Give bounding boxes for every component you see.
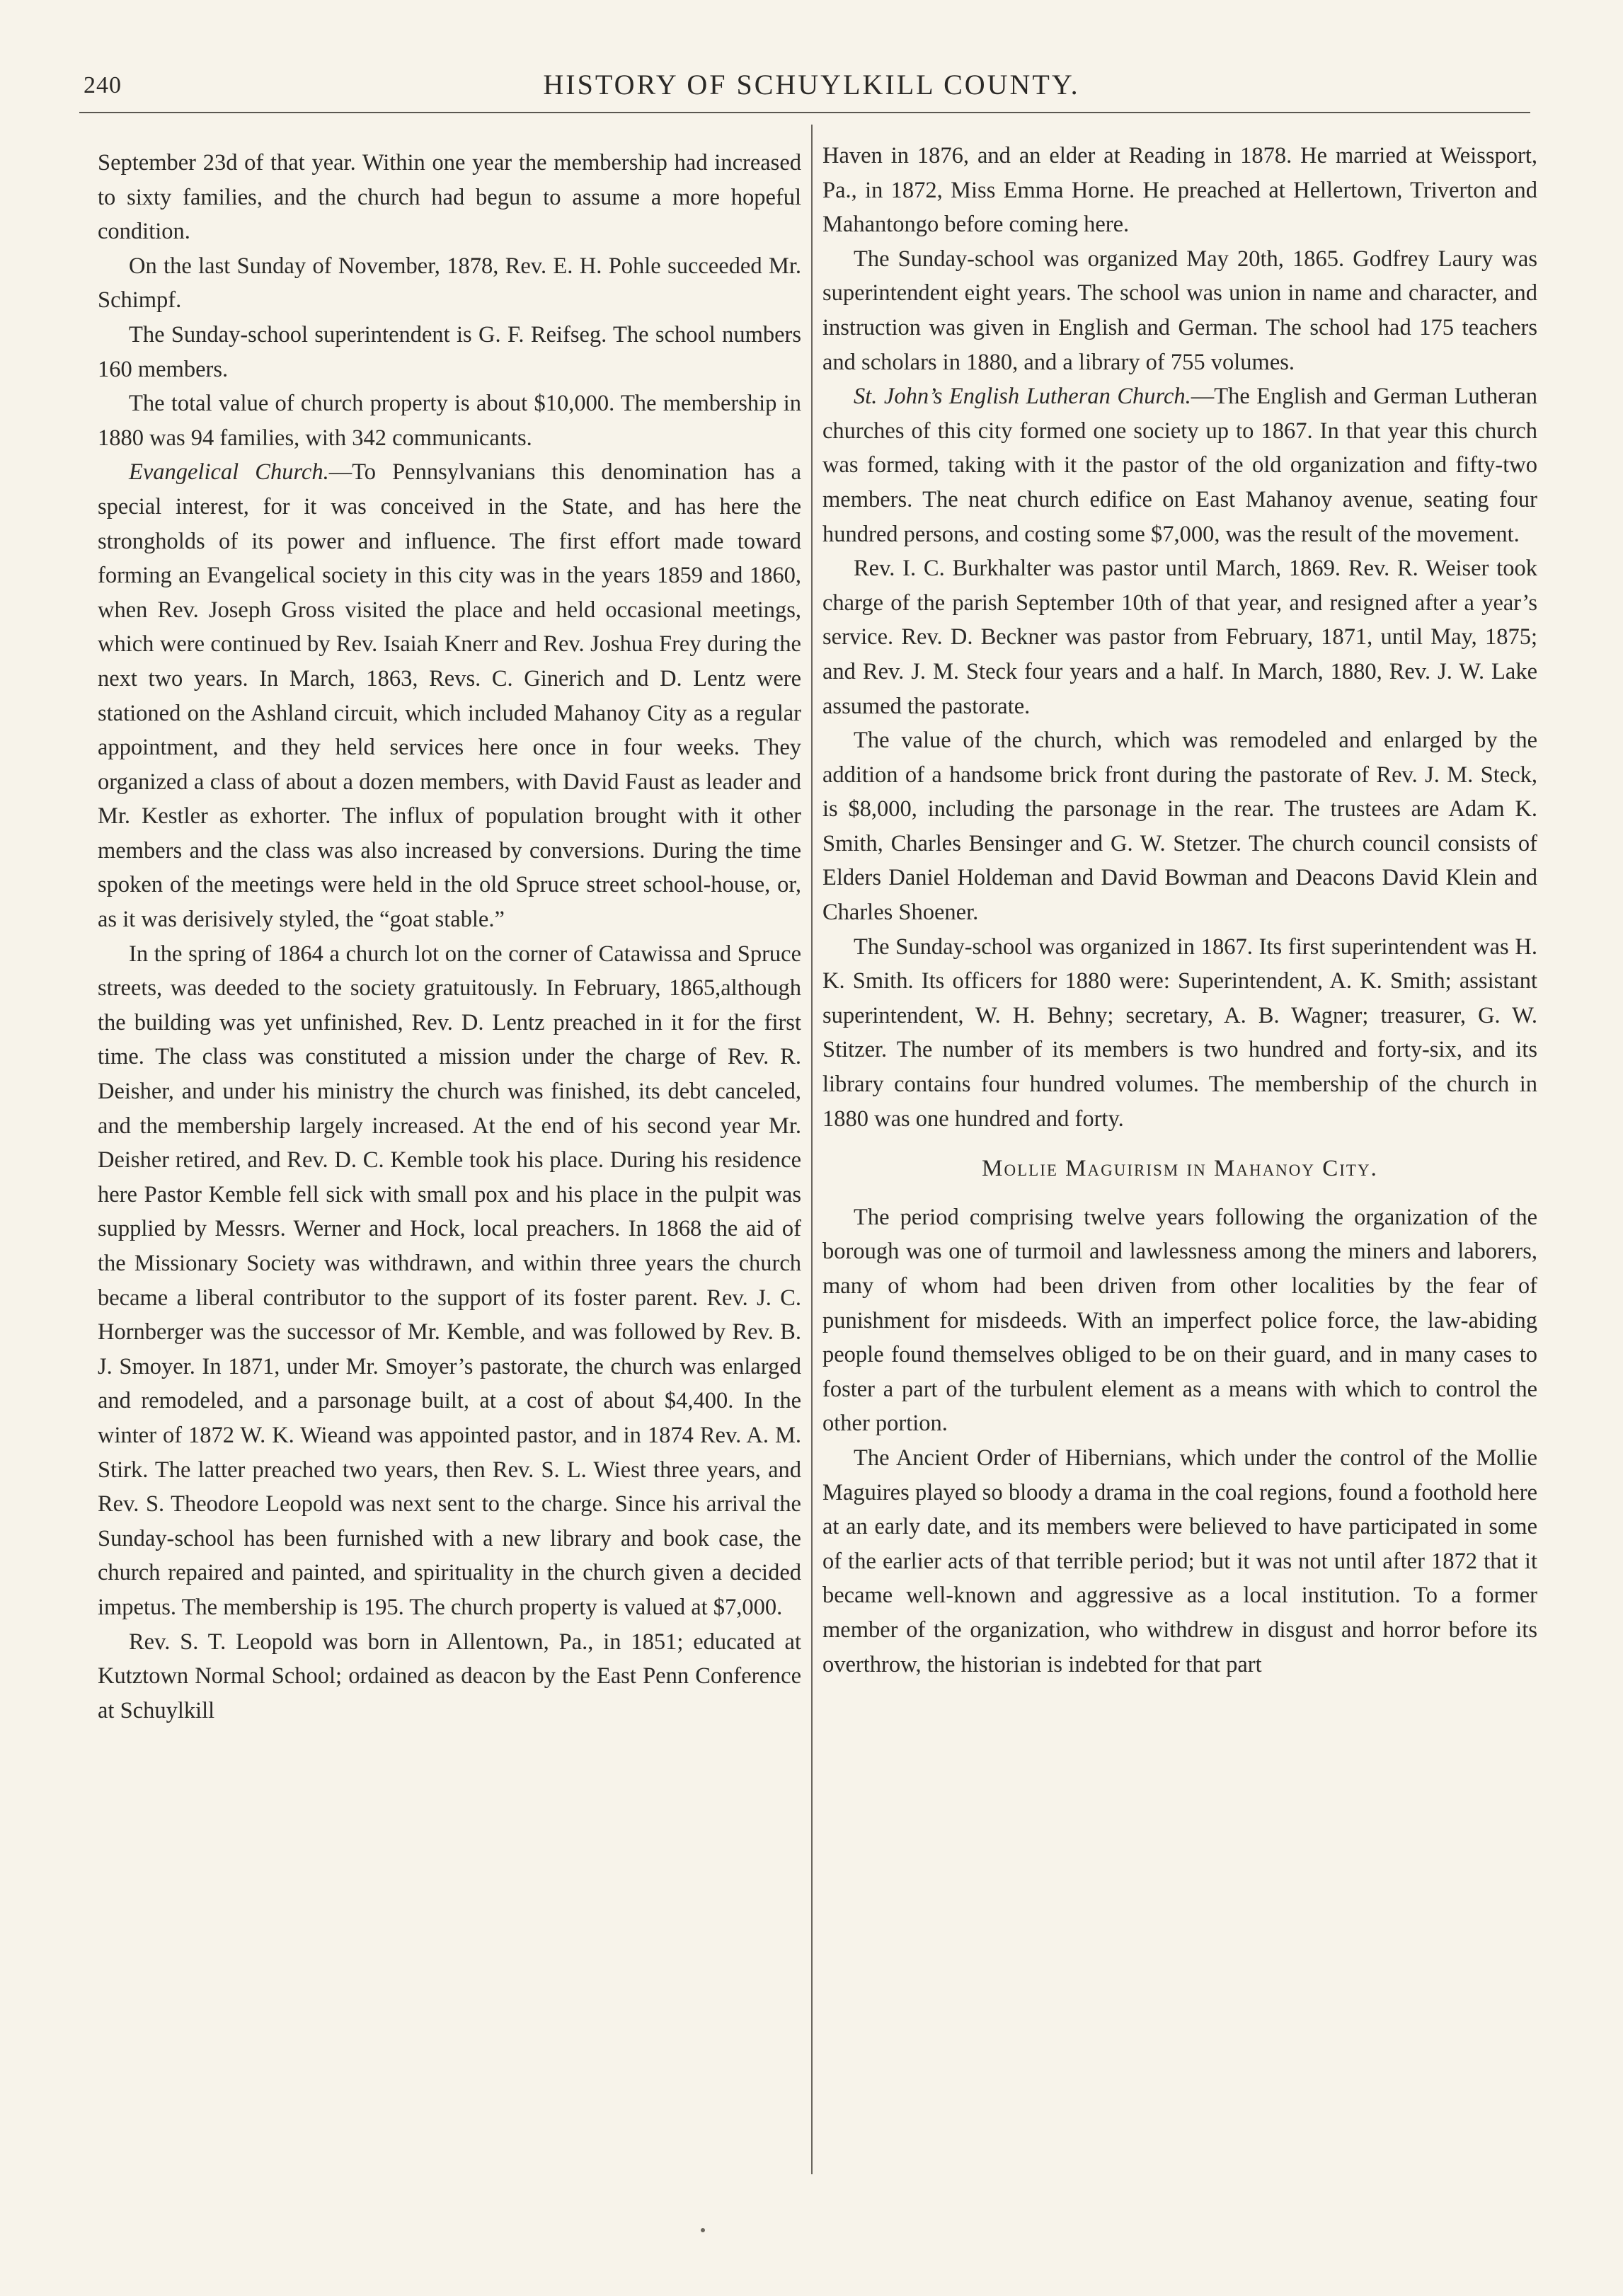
paragraph: The Ancient Order of Hibernians, which under the control of the Mollie Maguires played so bloody a drama in the coal regions, found a foothold here at an early date, and its members were believed to have participated in some of the earlier acts of that terrible period; but it was not until after 1872 that it became well-known and aggressive as a local institution. To a former member of the organization, who withdrew in disgust and horror before its overthrow, the historian is indebted for that part bbox=[822, 1445, 1537, 1677]
paragraph: Rev. S. T. Leopold was born in Allentown, Pa., in 1851; educated at Kutztown Normal School; ordained as deacon by the East Penn Conference at Schuylkill bbox=[98, 1629, 801, 1723]
paragraph bbox=[822, 379, 1537, 551]
paragraph: The period comprising twelve years following the organization of the borough was one of turmoil and lawlessness among the miners and laborers, many of whom had been driven from other localities by the fear of punishment for misdeeds. With an imperfect police force, the law-abiding people found themselves obliged to be on their guard, and in many cases to foster a part of the turbulent element as a means with which to control the other portion. bbox=[822, 1204, 1537, 1437]
section-heading: Mollie Maguirism in Mahanoy City. bbox=[982, 1156, 1378, 1182]
paragraph-body: —The English and German Lutheran churches of this city formed one society up to 1867. In that year this church was formed, taking with it the pastor of the old organization and fifty-two members. The neat church edifice on East Mahanoy avenue, seating four hundred persons, and costing some $7,000, was the result of the movement. bbox=[822, 384, 1537, 547]
left-column bbox=[98, 146, 801, 1728]
header-rule bbox=[79, 112, 1530, 113]
paragraph-body: —To Pennsylvanians this denomination has a special interest, for it was conceived in the State, and has here the strongholds of its power and influence. The first effort made toward forming an Evangelical society in this city was in the years 1859 and 1860, when Rev. Joseph Gross visited the place and held occasional meetings, which were continued by Rev. Isaiah Knerr and Rev. Joshua Frey during the next two years. In March, 1863, Revs. C. Ginerich and D. Lentz were stationed on the Ashland circuit, which included Mahanoy City as a regular appointment, and they held services here once in four weeks. They organized a class of about a dozen members, with David Faust as leader and Mr. Kestler as exhorter. The influx of population brought with it other members and the class was also increased by conversions. During the time spoken of the meetings were held in the old Spruce street school-house, or, as it was derisively styled, the “goat stable.” bbox=[98, 459, 801, 933]
paragraph: Haven in 1876, and an elder at Reading in 1878. He married at Weissport, Pa., in 1872, Miss Emma Horne. He preached at Hellertown, Triverton and Mahantongo before coming here. bbox=[822, 143, 1537, 238]
page-number: 240 bbox=[84, 72, 122, 98]
paragraph: The Sunday-school was organized in 1867. Its first superintendent was H. K. Smith. Its officers for 1880 were: Superintendent, A. K. Smith; assistant superintendent, W. H. Behny; secretary, A. B. Wagner; treasurer, G. W. Stitzer. The number of its members is two hundred and forty-six, and its library contains four hundred volumes. The membership of the church in 1880 was one hundred and forty. bbox=[822, 934, 1537, 1132]
paragraph: In the spring of 1864 a church lot on the corner of Catawissa and Spruce streets, was deeded to the society gratuitously. In February, 1865,although the building was yet unfinished, Rev. D. Lentz preached in it for the first time. The class was constituted a mission under the charge of Rev. R. Deisher, and under his ministry the church was finished, its debt canceled, and the membership largely increased. At the end of his second year Mr. Deisher retired, and Rev. D. C. Kemble took his place. During his residence here Pastor Kemble fell sick with small pox and his place in the pulpit was supplied by Messrs. Werner and Hock, local preachers. In 1868 the aid of the Missionary Society was withdrawn, and within three years the church became a liberal contributor to the support of its foster parent. Rev. J. C. Hornberger was the successor of Mr. Kemble, and was followed by Rev. B. J. Smoyer. In 1871, under Mr. Smoyer’s pastorate, the church was enlarged and remodeled, and a parsonage built, at a cost of about $4,400. In the winter of 1872 W. K. Wieand was appointed pastor, and in 1874 Rev. A. M. Stirk. The latter preached two years, then Rev. S. L. Wiest three years, and Rev. S. Theodore Leopold was next sent to the charge. Since his arrival the Sunday-school has been furnished with a new library and book case, the church repaired and painted, and spirituality in the church given a decided impetus. The membership is 195. The church property is valued at $7,000. bbox=[98, 941, 801, 1620]
section-lead: St. John’s English Lutheran Church. bbox=[854, 384, 1191, 410]
paragraph: The value of the church, which was remodeled and enlarged by the addition of a handsome brick front during the pastorate of Rev. J. M. Steck, is $8,000, including the parsonage in the rear. The trustees are Adam K. Smith, Charles Bensinger and G. W. Stetzer. The church council consists of Elders Daniel Holdeman and David Bowman and Deacons David Klein and Charles Shoener. bbox=[822, 728, 1537, 926]
paragraph: Rev. I. C. Burkhalter was pastor until March, 1869. Rev. R. Weiser took charge of the parish September 10th of that year, and resigned after a year’s service. Rev. D. Beckner was pastor from February, 1871, until May, 1875; and Rev. J. M. Steck four years and a half. In March, 1880, Rev. J. W. Lake assumed the pastorate. bbox=[822, 556, 1537, 719]
paragraph: On the last Sunday of November, 1878, Rev. E. H. Pohle succeeded Mr. Schimpf. bbox=[98, 253, 801, 314]
paragraph: The Sunday-school superintendent is G. F. Reifseg. The school numbers 160 members. bbox=[98, 321, 801, 382]
column-divider bbox=[811, 125, 813, 2174]
paragraph: The Sunday-school was organized May 20th, 1865. Godfrey Laury was superintendent eight years. The school was union in name and character, and instruction was given in English and German. The school had 175 teachers and scholars in 1880, and a library of 755 volumes. bbox=[822, 246, 1537, 375]
right-column bbox=[822, 139, 1537, 1682]
paragraph: The total value of church property is about $10,000. The membership in 1880 was 94 families, with 342 communicants. bbox=[98, 391, 801, 451]
section-lead: Evangelical Church. bbox=[129, 459, 329, 486]
running-head: HISTORY OF SCHUYLKILL COUNTY. bbox=[543, 69, 1080, 101]
paragraph: September 23d of that year. Within one year the membership had increased to sixty families, and the church had begun to assume a more hopeful condition. bbox=[98, 150, 801, 245]
page-mark bbox=[701, 2228, 705, 2232]
paragraph bbox=[98, 455, 801, 936]
